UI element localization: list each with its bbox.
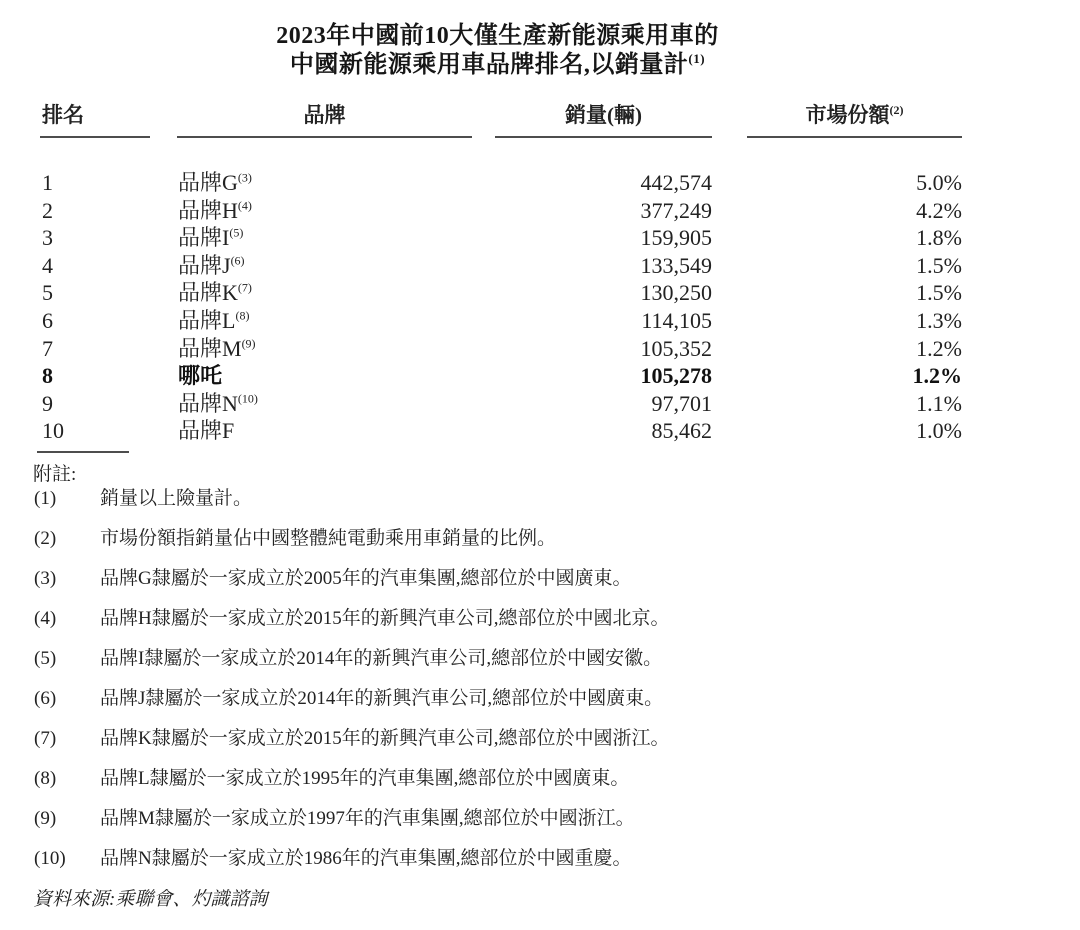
- footnote-number: (4): [34, 607, 57, 629]
- cell-sales: 159,905: [640, 225, 712, 251]
- title-footnote-marker: (1): [688, 51, 706, 66]
- notes-divider: [37, 451, 129, 453]
- brand-text: 品牌J: [178, 252, 231, 278]
- cell-rank: 3: [42, 225, 53, 251]
- cell-sales: 105,352: [640, 335, 712, 361]
- brand-footnote-marker: (5): [229, 225, 244, 240]
- footnote-number: (1): [34, 487, 57, 509]
- footnote-text: 品牌L隸屬於一家成立於1995年的汽車集團,總部位於中國廣東。: [100, 767, 630, 789]
- cell-share: 1.2%: [912, 363, 962, 389]
- header-sales: 銷量(輛): [495, 103, 712, 138]
- cell-share: 1.5%: [916, 252, 962, 278]
- cell-share: 4.2%: [916, 197, 962, 223]
- brand-footnote-marker: (6): [230, 253, 245, 268]
- cell-share: 1.3%: [916, 307, 962, 333]
- cell-share: 1.8%: [916, 225, 962, 251]
- cell-share: 1.1%: [916, 390, 962, 416]
- footnote: [33, 847, 962, 871]
- footnote-number: (10): [34, 847, 66, 869]
- cell-rank: 9: [42, 390, 53, 416]
- cell-brand: [177, 362, 472, 390]
- cell-sales: 442,574: [640, 170, 712, 195]
- cell-share: 5.0%: [916, 170, 962, 195]
- footnote: [33, 687, 962, 711]
- brand-footnote-marker: (7): [237, 281, 252, 296]
- table-row-highlighted: [33, 362, 962, 390]
- footnote-number: (8): [34, 767, 57, 789]
- cell-sales: 85,462: [651, 418, 712, 444]
- footnote-number: (9): [34, 807, 57, 829]
- cell-rank: 6: [42, 307, 53, 333]
- cell-rank: 1: [42, 170, 53, 195]
- cell-share: 1.0%: [916, 418, 962, 444]
- table-row: [33, 169, 962, 197]
- cell-brand: [177, 390, 472, 418]
- footnote: [33, 727, 962, 751]
- cell-sales: 105,278: [640, 363, 712, 389]
- cell-brand: [177, 197, 472, 225]
- footnote-number: (7): [34, 727, 57, 749]
- table-row: [33, 224, 962, 252]
- title-line-2-text: 中國新能源乘用車品牌排名,以銷量計: [289, 52, 689, 78]
- brand-text: 哪吒: [178, 363, 223, 389]
- footnote-text: 品牌M隸屬於一家成立於1997年的汽車集團,總部位於中國浙江。: [100, 807, 635, 829]
- footnote: [33, 807, 962, 831]
- table-header-row: [33, 103, 962, 138]
- notes-label: 附註:: [33, 463, 77, 485]
- header-share: [747, 103, 962, 138]
- cell-share: 1.2%: [916, 335, 962, 361]
- cell-share: 1.5%: [916, 280, 962, 306]
- header-share-footnote-marker: (2): [889, 103, 904, 117]
- title-line-2: [33, 51, 962, 80]
- title-line-1: 2023年中國前10大僅生產新能源乘用車的: [276, 23, 719, 49]
- brand-footnote-marker: (9): [241, 336, 256, 351]
- content-area: [33, 22, 962, 912]
- cell-brand: [177, 224, 472, 252]
- footnote-text: 品牌K隸屬於一家成立於2015年的新興汽車公司,總部位於中國浙江。: [100, 727, 670, 749]
- brand-footnote-marker: (3): [237, 170, 252, 185]
- brand-text: 品牌I: [178, 225, 230, 251]
- cell-rank: 8: [42, 363, 53, 389]
- table-row: [33, 335, 962, 363]
- cell-sales: 377,249: [640, 197, 712, 223]
- footnote: [33, 487, 962, 511]
- footnote-number: (6): [34, 687, 57, 709]
- footnote-number: (3): [34, 567, 57, 589]
- cell-brand: [177, 307, 472, 335]
- footnote: [33, 607, 962, 631]
- footnote: [33, 567, 962, 591]
- footnote: [33, 767, 962, 791]
- cell-sales: 133,549: [640, 252, 712, 278]
- cell-brand: [177, 417, 472, 445]
- cell-rank: 5: [42, 280, 53, 306]
- cell-sales: 130,250: [640, 280, 712, 306]
- cell-rank: 10: [42, 418, 64, 444]
- table-body: [33, 169, 962, 445]
- brand-text: 品牌K: [178, 280, 238, 306]
- header-share-text: 市場份額: [805, 103, 890, 127]
- footnote-number: (5): [34, 647, 57, 669]
- footnote-text: 品牌H隸屬於一家成立於2015年的新興汽車公司,總部位於中國北京。: [100, 607, 670, 629]
- table-row: [33, 279, 962, 307]
- cell-rank: 2: [42, 197, 53, 223]
- cell-rank: 7: [42, 335, 53, 361]
- table-row: [33, 197, 962, 225]
- brand-footnote-marker: (8): [235, 308, 250, 323]
- table-row: [33, 390, 962, 418]
- footnote-text: 品牌J隸屬於一家成立於2014年的新興汽車公司,總部位於中國廣東。: [100, 687, 664, 709]
- brand-text: 品牌F: [178, 418, 235, 444]
- brand-footnote-marker: (4): [237, 198, 252, 213]
- header-brand: 品牌: [177, 103, 472, 138]
- brand-text: 品牌H: [178, 197, 238, 223]
- header-rank: 排名: [40, 103, 150, 138]
- table-title: [33, 22, 962, 80]
- cell-sales: 114,105: [641, 307, 712, 333]
- brand-text: 品牌N: [178, 390, 238, 416]
- footnote-text: 品牌N隸屬於一家成立於1986年的汽車集團,總部位於中國重慶。: [100, 847, 632, 869]
- cell-brand: [177, 169, 472, 197]
- footnote: [33, 527, 962, 551]
- footnote-text: 品牌G隸屬於一家成立於2005年的汽車集團,總部位於中國廣東。: [100, 567, 632, 589]
- brand-footnote-marker: (10): [237, 391, 258, 406]
- table-row: [33, 307, 962, 335]
- table-row: [33, 417, 962, 445]
- brand-text: 品牌G: [178, 170, 238, 195]
- footnote-text: 品牌I隸屬於一家成立於2014年的新興汽車公司,總部位於中國安徽。: [100, 647, 663, 669]
- footnote-text: 市場份額指銷量佔中國整體純電動乘用車銷量的比例。: [100, 527, 557, 549]
- cell-brand: [177, 335, 472, 363]
- cell-sales: 97,701: [651, 390, 712, 416]
- cell-brand: [177, 252, 472, 280]
- footnote: [33, 647, 962, 671]
- cell-brand: [177, 279, 472, 307]
- footnote-text: 銷量以上險量計。: [100, 487, 253, 509]
- footnote-number: (2): [34, 527, 57, 549]
- source-line: 資料來源:乘聯會、灼識諮詢: [33, 888, 268, 910]
- brand-text: 品牌M: [178, 335, 242, 361]
- brand-text: 品牌L: [178, 307, 236, 333]
- table-row: [33, 252, 962, 280]
- cell-rank: 4: [42, 252, 53, 278]
